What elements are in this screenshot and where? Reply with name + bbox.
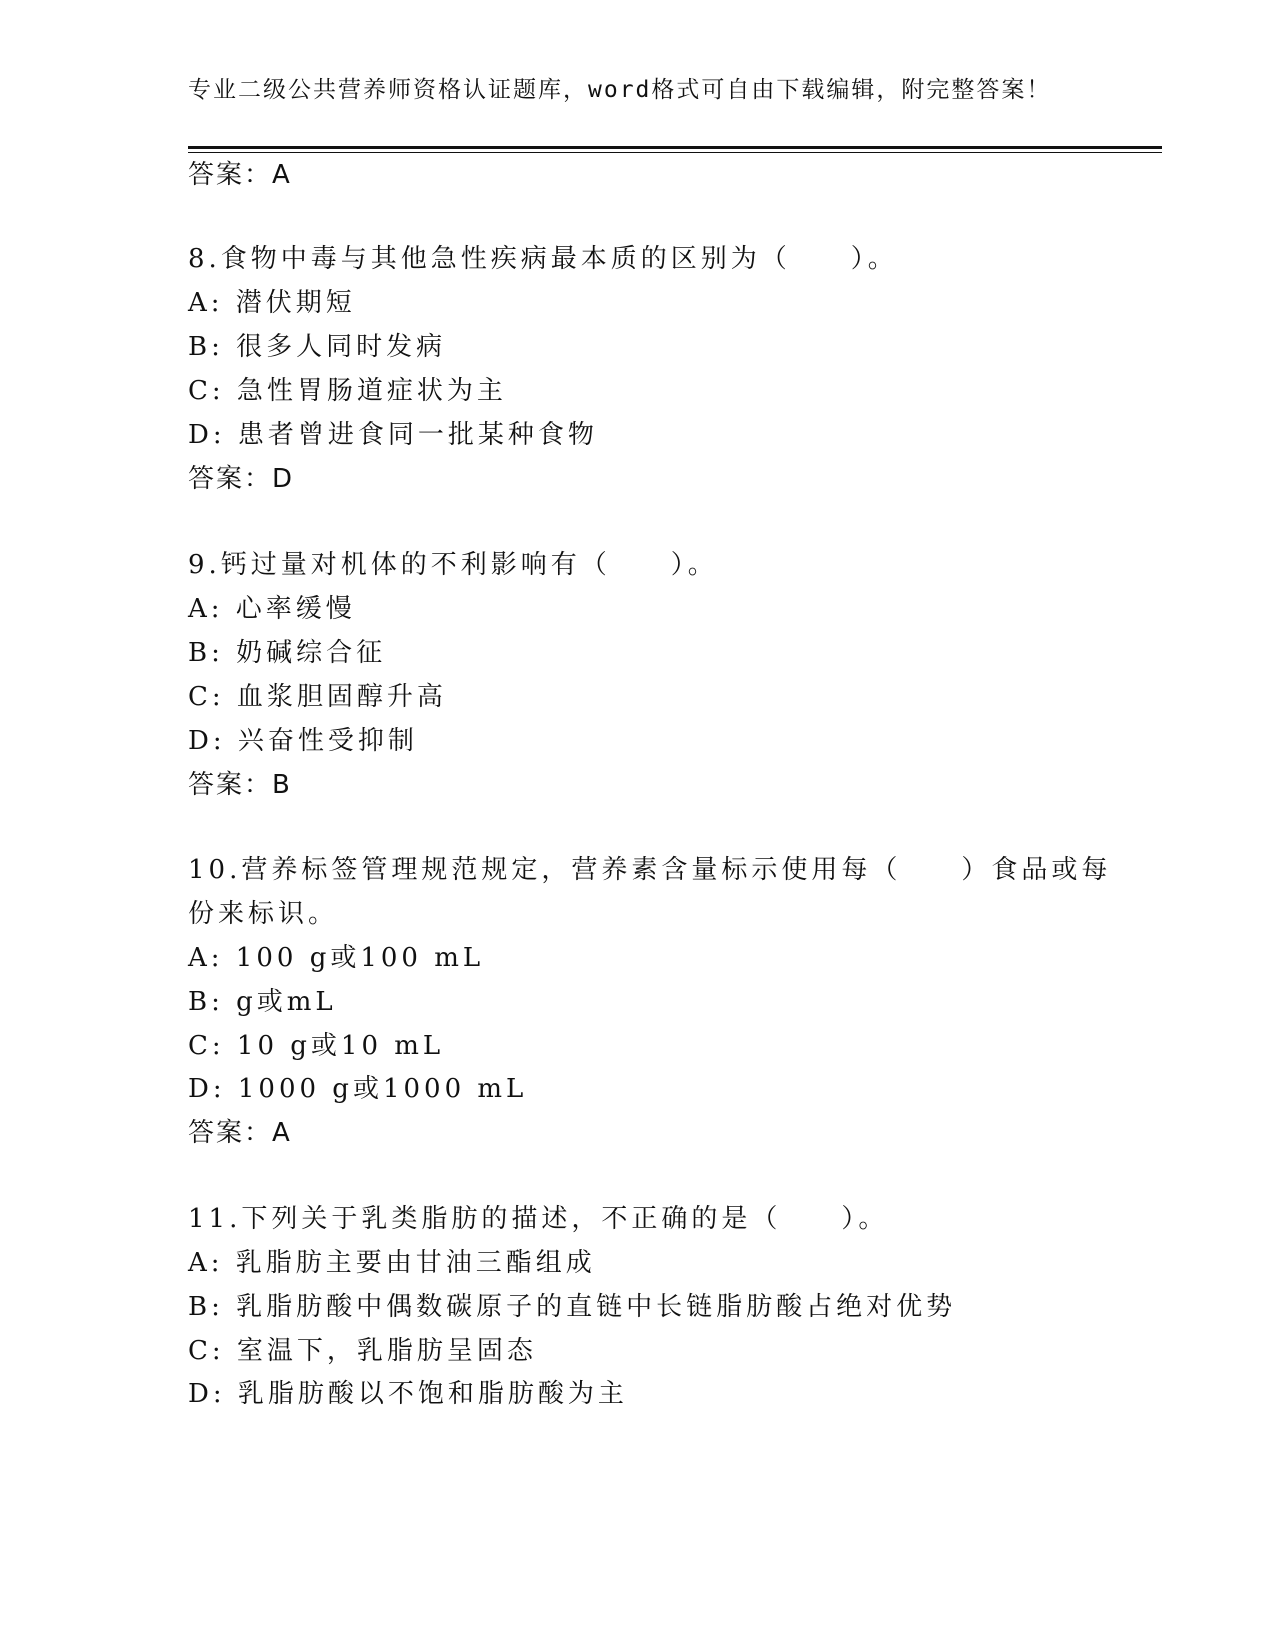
question-8-option-a: A: 潜伏期短 bbox=[188, 288, 356, 318]
question-10-answer: 答案：A bbox=[188, 1118, 292, 1148]
question-8-option-d: D: 患者曾进食同一批某种食物 bbox=[188, 420, 598, 450]
question-8-answer: 答案：D bbox=[188, 464, 295, 494]
question-9-option-a: A: 心率缓慢 bbox=[188, 594, 356, 624]
question-10-stem-line2: 份来标识。 bbox=[188, 899, 339, 929]
answer-previous: 答案：A bbox=[188, 160, 292, 190]
question-11-option-d: D: 乳脂肪酸以不饱和脂肪酸为主 bbox=[188, 1379, 628, 1409]
question-11-option-a: A: 乳脂肪主要由甘油三酯组成 bbox=[188, 1248, 596, 1278]
question-11-stem: 11.下列关于乳类脂肪的描述，不正确的是（ ）。 bbox=[188, 1204, 889, 1234]
question-10-stem-line1: 10.营养标签管理规范规定，营养素含量标示使用每（ ）食品或每 bbox=[188, 855, 1112, 885]
question-11-option-b: B: 乳脂肪酸中偶数碳原子的直链中长链脂肪酸占绝对优势 bbox=[188, 1292, 957, 1322]
page-header: 专业二级公共营养师资格认证题库，word格式可自由下载编辑，附完整答案！ bbox=[188, 77, 1052, 103]
header-rule-thin bbox=[188, 152, 1162, 153]
question-11-option-c: C: 室温下，乳脂肪呈固态 bbox=[188, 1336, 537, 1366]
question-10-option-c: C: 10 g或10 mL bbox=[188, 1031, 445, 1061]
question-10-option-d: D: 1000 g或1000 mL bbox=[188, 1074, 528, 1104]
question-10-option-b: B: g或mL bbox=[188, 987, 337, 1017]
question-9-option-b: B: 奶碱综合征 bbox=[188, 638, 387, 668]
question-8-stem: 8.食物中毒与其他急性疾病最本质的区别为（ ）。 bbox=[188, 244, 898, 274]
question-8-option-b: B: 很多人同时发病 bbox=[188, 332, 447, 362]
question-10-option-a: A: 100 g或100 mL bbox=[188, 943, 485, 973]
question-9-option-c: C: 血浆胆固醇升高 bbox=[188, 682, 447, 712]
question-9-stem: 9.钙过量对机体的不利影响有（ ）。 bbox=[188, 550, 718, 580]
question-9-answer: 答案：B bbox=[188, 770, 292, 800]
question-9-option-d: D: 兴奋性受抑制 bbox=[188, 726, 418, 756]
question-8-option-c: C: 急性胃肠道症状为主 bbox=[188, 376, 507, 406]
header-rule-thick bbox=[188, 146, 1162, 149]
